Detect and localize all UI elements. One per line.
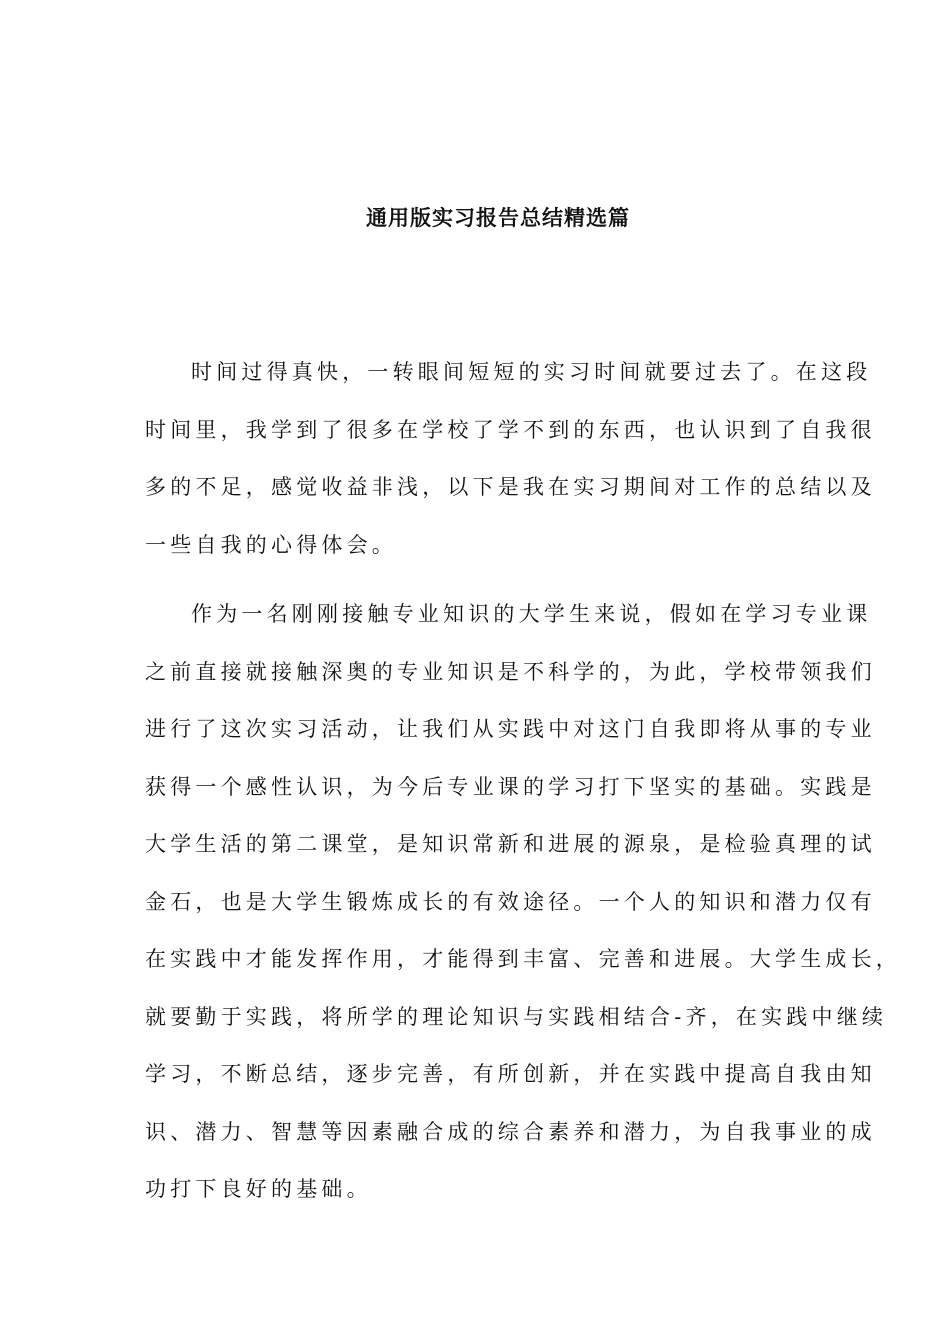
document-title: 通用版实习报告总结精选篇 xyxy=(366,206,630,230)
text-line: 时间里，我学到了很多在学校了学不到的东西，也认识到了自我很 xyxy=(145,417,876,442)
text-line: 时间过得真快，一转眼间短短的实习时间就要过去了。在这段 xyxy=(191,360,872,384)
document-body xyxy=(145,344,901,1219)
text-line: 多的不足，感觉收益非浅，以下是我在实习期间对工作的总结以及 xyxy=(145,475,876,499)
paragraph-2 xyxy=(145,586,901,1219)
text-line: 功打下良好的基础。 xyxy=(145,1177,372,1201)
text-line: 识、潜力、智慧等因素融合成的综合素养和潜力，为自我事业的成 xyxy=(145,1119,876,1144)
text-line: 大学生活的第二课堂，是知识常新和进展的源泉，是检验真理的试 xyxy=(145,832,876,856)
text-line: 金石，也是大学生锻炼成长的有效途径。一个人的知识和潜力仅有 xyxy=(145,889,876,914)
text-line: 就要勤于实践，将所学的理论知识与实践相结合-齐，在实践中继续 xyxy=(145,1004,888,1029)
text-line: 之前直接就接触深奥的专业知识是不科学的，为此，学校带领我们 xyxy=(145,659,876,684)
text-line: 在实践中才能发挥作用，才能得到丰富、完善和进展。大学生成长， xyxy=(145,947,901,971)
text-line: 作为一名刚刚接触专业知识的大学生来说，假如在学习专业课 xyxy=(191,602,872,626)
paragraph-1 xyxy=(145,344,876,574)
text-line: 进行了这次实习活动，让我们从实践中对这门自我即将从事的专业 xyxy=(145,717,876,741)
text-line: 一些自我的心得体会。 xyxy=(145,532,397,557)
text-line: 获得一个感性认识，为今后专业课的学习打下坚实的基础。实践是 xyxy=(145,774,876,799)
text-line: 学习，不断总结，逐步完善，有所创新，并在实践中提高自我由知 xyxy=(145,1062,876,1086)
